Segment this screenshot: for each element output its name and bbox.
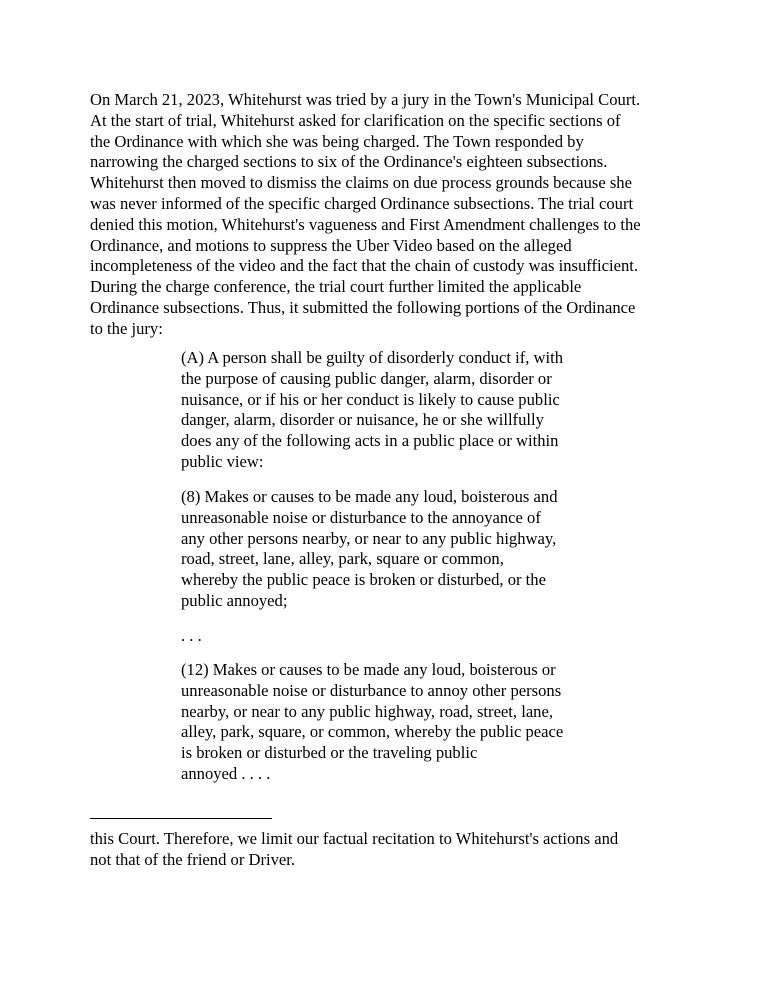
text-line: Ordinance subsections. Thus, it submitted the following portions of the Ordinance (90, 297, 636, 317)
ellipsis-line: . . . (181, 626, 202, 645)
text-line: During the charge conference, the trial court further limited the applicable (90, 277, 582, 297)
quote-line: does any of the following acts in a public place or within (181, 431, 559, 451)
footnote-line: not that of the friend or Driver. (90, 849, 296, 869)
text-line: On March 21, 2023, Whitehurst was tried by a jury in the Town's Municipal Court. (90, 90, 641, 109)
body-paragraph (90, 90, 690, 340)
quote-line: public view: (181, 451, 264, 471)
quote-line: any other persons nearby, or near to any public highway, (181, 528, 557, 548)
quote-line: nuisance, or if his or her conduct is likely to cause public (181, 389, 560, 409)
quote-line: alley, park, square, or common, whereby the public peace (181, 722, 564, 742)
text-line: Whitehurst then moved to dismiss the claims on due process grounds because she (90, 173, 632, 193)
text-line: the Ordinance with which she was being charged. The Town responded by (90, 131, 584, 151)
quote-subsection-a (181, 348, 611, 473)
quote-line: is broken or disturbed or the traveling public (181, 743, 478, 763)
text-line: Ordinance, and motions to suppress the Uber Video based on the alleged (90, 235, 572, 255)
quote-ellipsis (181, 626, 611, 647)
text-line: was never informed of the specific charged Ordinance subsections. The trial court (90, 193, 634, 213)
quote-line: (12) Makes or causes to be made any loud, boisterous or (181, 660, 556, 679)
text-line: denied this motion, Whitehurst's vagueness and First Amendment challenges to the (90, 214, 641, 234)
footnote-text (90, 829, 690, 871)
quote-line: nearby, or near to any public highway, road, street, lane, (181, 701, 553, 721)
quote-subsection-8 (181, 487, 611, 612)
quote-line: whereby the public peace is broken or disturbed, or the (181, 570, 546, 590)
quote-line: (A) A person shall be guilty of disorderly conduct if, with (181, 348, 564, 367)
quote-line: annoyed . . . . (181, 763, 271, 783)
footnote-line: this Court. Therefore, we limit our factual recitation to Whitehurst's actions and (90, 829, 619, 848)
text-line: incompleteness of the video and the fact that the chain of custody was insufficient. (90, 256, 639, 276)
quote-line: unreasonable noise or disturbance to annoy other persons (181, 680, 562, 700)
text-line: At the start of trial, Whitehurst asked for clarification on the specific sections of (90, 110, 621, 130)
quote-line: road, street, lane, alley, park, square or common, (181, 549, 504, 569)
quote-subsection-12 (181, 660, 611, 785)
quote-line: unreasonable noise or disturbance to the annoyance of (181, 507, 541, 527)
quote-line: (8) Makes or causes to be made any loud, boisterous and (181, 487, 558, 506)
quote-line: public annoyed; (181, 590, 288, 610)
text-line: to the jury: (90, 318, 163, 338)
quote-line: the purpose of causing public danger, alarm, disorder or (181, 368, 552, 388)
footnote-separator (90, 818, 272, 819)
text-line: narrowing the charged sections to six of the Ordinance's eighteen subsections. (90, 152, 608, 172)
quote-line: danger, alarm, disorder or nuisance, he or she willfully (181, 410, 544, 430)
